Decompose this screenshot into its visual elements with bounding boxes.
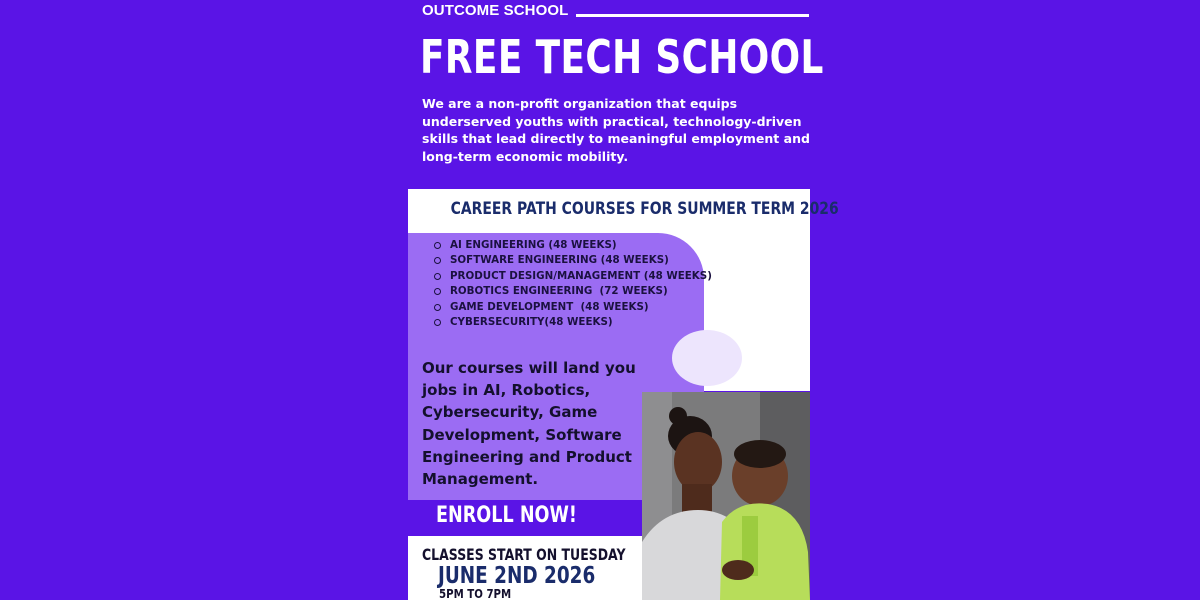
start-date: JUNE 2ND 2026 — [438, 563, 596, 589]
class-time: 5PM TO 7PM — [439, 587, 512, 600]
decorative-circle — [672, 330, 742, 386]
bullet-icon — [434, 304, 441, 311]
classes-start-text: CLASSES START ON TUESDAY — [422, 545, 626, 564]
course-item-label: SOFTWARE ENGINEERING (48 WEEKS) — [450, 254, 669, 267]
course-list — [428, 238, 712, 330]
mission-statement: We are a non-profit organization that equips underserved youths with practical, technology-driven skills that lead directly to meaningful employment and long-term economic mobility. — [422, 96, 810, 164]
enroll-now-button[interactable]: ENROLL NOW! — [436, 503, 577, 528]
courses-heading — [408, 199, 839, 219]
bullet-icon — [434, 273, 441, 280]
courses-heading-text: CAREER PATH COURSES FOR SUMMER TERM 2026 — [450, 199, 839, 219]
course-item-label: GAME DEVELOPMENT (48 WEEKS) — [450, 300, 649, 313]
course-item-label: PRODUCT DESIGN/MANAGEMENT (48 WEEKS) — [450, 269, 712, 282]
page-title: FREE TECH SCHOOL — [420, 30, 824, 84]
course-item — [450, 269, 712, 284]
mother-child-photo — [642, 392, 810, 600]
bullet-icon — [434, 257, 441, 264]
header-divider — [576, 14, 809, 17]
bullet-icon — [434, 288, 441, 295]
course-item-label: CYBERSECURITY(48 WEEKS) — [450, 316, 613, 329]
jobs-description: Our courses will land you jobs in AI, Robotics, Cybersecurity, Game Development, Software Engineering and Product Management. — [422, 359, 636, 489]
course-item — [450, 253, 712, 268]
flyer — [408, 0, 839, 600]
course-item — [450, 284, 712, 299]
school-name: OUTCOME SCHOOL — [422, 2, 569, 19]
bullet-icon — [434, 319, 441, 326]
bullet-icon — [434, 242, 441, 249]
course-item — [450, 300, 712, 315]
course-item — [450, 238, 712, 253]
course-item-label: AI ENGINEERING (48 WEEKS) — [450, 239, 617, 251]
course-item — [450, 315, 712, 330]
course-item-label: ROBOTICS ENGINEERING (72 WEEKS) — [450, 285, 668, 298]
photo-illustration — [642, 392, 810, 600]
